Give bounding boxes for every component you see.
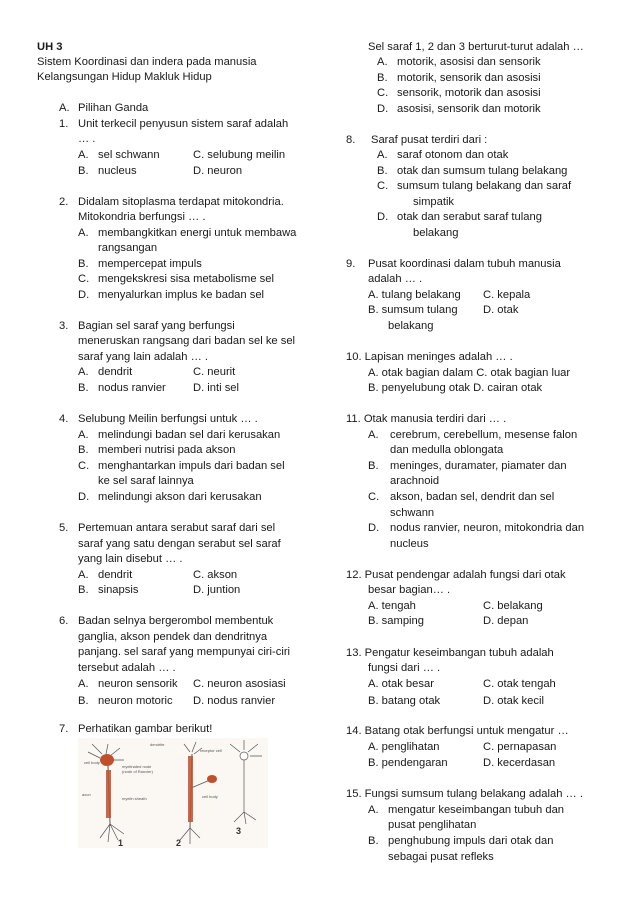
q4-number: 4. [59,413,69,425]
q11-option-c-letter[interactable]: C. [368,491,380,503]
q7-prompt: Sel saraf 1, 2 dan 3 berturut-turut adalah … [368,41,584,53]
q4-option-c-line-1[interactable]: menghantarkan impuls dari badan sel [98,460,285,472]
q7-option-c-letter[interactable]: C. [377,87,389,99]
q13-option-c[interactable]: C. otak tengah [483,678,556,690]
q2-option-a-line-2[interactable]: rangsangan [98,242,158,254]
q6-text-line-2: ganglia, akson pendek dan dendritnya [78,631,268,643]
q15-option-b-line-1[interactable]: penghubung impuls dari otak dan [388,835,554,847]
q8-option-b[interactable]: otak dan sumsum tulang belakang [397,165,568,177]
q5-option-b[interactable]: sinapsis [98,584,139,596]
q3-text-line-3: saraf yang lain adalah … . [78,351,208,363]
q4-option-d[interactable]: melindungi akson dari kerusakan [98,491,262,503]
q2-option-d-letter[interactable]: D. [78,289,90,301]
doc-subtitle-2: Kelangsungan Hidup Makluk Hidup [37,71,212,83]
q4-option-a[interactable]: melindungi badan sel dari kerusakan [98,429,281,441]
q8-number: 8. [346,134,356,146]
q13-text-line-1: 13. Pengatur keseimbangan tubuh adalah [346,647,554,659]
q11-option-a-letter[interactable]: A. [368,429,379,441]
q13-option-b[interactable]: B. batang otak [368,695,441,707]
tag-myelinated-node: myelinated node [122,764,152,769]
q8-option-d-letter[interactable]: D. [377,211,389,223]
q14-option-b[interactable]: B. pendengaran [368,757,448,769]
q9-option-c[interactable]: C. kepala [483,289,531,301]
q3-option-b-letter[interactable]: B. [78,382,89,394]
q7-text-line-1: Perhatikan gambar berikut! [78,723,213,735]
q6-text-line-3: panjang. sel saraf yang mempunyai ciri-ciri [78,646,291,658]
tag-cell-body-2: cell body [202,794,218,799]
q5-text-line-3: yang lain disebut … . [78,553,183,565]
q15-option-b-line-2[interactable]: sebagai pusat refleks [388,851,494,863]
q5-number: 5. [59,522,69,534]
q13-option-a[interactable]: A. otak besar [368,678,434,690]
q13-text-line-2: fungsi dari … . [368,662,441,674]
q11-option-d-line-1[interactable]: nodus ranvier, neuron, mitokondria dan [390,522,585,534]
q8-option-d-line-2[interactable]: belakang [413,227,459,239]
q2-option-c-letter[interactable]: C. [78,273,90,285]
q6-text-line-1: Badan selnya bergerombol membentuk [78,615,274,627]
q14-option-c[interactable]: C. pernapasan [483,741,557,753]
q10-text-line-1: 10. Lapisan meninges adalah … . [346,351,513,363]
q8-option-b-letter[interactable]: B. [377,165,388,177]
q6-option-b-letter[interactable]: B. [78,695,89,707]
q2-text-line-1: Didalam sitoplasma terdapat mitokondria. [78,196,284,208]
q12-option-c[interactable]: C. belakang [483,600,543,612]
q4-option-b-letter[interactable]: B. [78,444,89,456]
q6-option-c[interactable]: C. neuron asosiasi [193,678,286,690]
q15-option-a-letter[interactable]: A. [368,804,379,816]
tag-cell-body: cell body [84,760,100,765]
q2-option-d[interactable]: menyalurkan implus ke badan sel [98,289,265,301]
q3-option-c[interactable]: C. neurit [193,366,236,378]
q4-option-b[interactable]: memberi nutrisi pada akson [98,444,236,456]
q14-option-d[interactable]: D. kecerdasan [483,757,556,769]
q11-option-b-line-1[interactable]: meninges, duramater, piamater dan [390,460,567,472]
q5-text-line-1: Pertemuan antara serabut saraf dari sel [78,522,276,534]
q9-number: 9. [346,258,356,270]
q8-text-line-1: Saraf pusat terdiri dari : [371,134,488,146]
q1-number: 1. [59,118,69,130]
q11-text-line-1: 11. Otak manusia terdiri dari … . [346,413,507,425]
q11-option-a-line-1[interactable]: cerebrum, cerebellum, mesense falon [390,429,578,441]
q4-text-line-1: Selubung Meilin berfungsi untuk … . [78,413,258,425]
q7-number: 7. [59,723,69,735]
q9-option-b[interactable]: B. sumsum tulang [368,304,458,316]
q12-option-b[interactable]: B. samping [368,615,424,627]
q11-option-d-letter[interactable]: D. [368,522,380,534]
q8-option-a[interactable]: saraf otonom dan otak [397,149,509,161]
q1-option-d[interactable]: D. neuron [193,165,243,177]
q10-option-b-d[interactable]: B. penyelubung otak D. cairan otak [368,382,543,394]
q8-option-c-letter[interactable]: C. [377,180,389,192]
figure-label-3: 3 [236,826,242,836]
q5-option-a[interactable]: dendrit [98,569,133,581]
q8-option-c-line-2[interactable]: simpatik [413,196,455,208]
q7-option-c[interactable]: sensorik, motorik dan asosisi [397,87,541,99]
q14-option-a[interactable]: A. penglihatan [368,741,440,753]
q3-text-line-1: Bagian sel saraf yang berfungsi [78,320,235,332]
q9-option-a[interactable]: A. tulang belakang [368,289,461,301]
q9-text-line-2: adalah … . [368,273,423,285]
q2-option-b-letter[interactable]: B. [78,258,89,270]
q6-number: 6. [59,615,69,627]
q11-option-c-line-2[interactable]: schwann [390,507,435,519]
q15-option-a-line-1[interactable]: mengatur keseimbangan tubuh dan [388,804,565,816]
q8-option-c-line-1[interactable]: sumsum tulang belakang dan saraf [397,180,572,192]
q7-option-d[interactable]: asosisi, sensorik dan motorik [397,103,541,115]
q3-option-a[interactable]: dendrit [98,366,133,378]
neuron-2-myelin [188,756,193,822]
neuron-1-cell-body [100,754,114,766]
q5-option-b-letter[interactable]: B. [78,584,89,596]
q7-option-d-letter[interactable]: D. [377,103,389,115]
q5-option-d[interactable]: D. juntion [193,584,241,596]
doc-title: UH 3 [37,41,63,53]
figure-label-1: 1 [118,838,124,848]
q2-option-a-letter[interactable]: A. [78,227,89,239]
tag-myelin-sheath: myelin sheath [122,796,147,801]
q11-option-b-letter[interactable]: B. [368,460,379,472]
q9-option-b-line-2[interactable]: belakang [388,320,434,332]
q2-text-line-2: Mitokondria berfungsi … . [78,211,206,223]
tag-receptor-cell: receptor cell [200,748,222,753]
doc-subtitle-1: Sistem Koordinasi dan indera pada manusia [37,56,257,68]
q6-option-d[interactable]: D. nodus ranvier [193,695,276,707]
q11-option-d-line-2[interactable]: nucleus [390,538,429,550]
q3-option-b[interactable]: nodus ranvier [98,382,166,394]
q7-option-b-letter[interactable]: B. [377,72,388,84]
neuron-3-cell-body [240,752,248,760]
figure-label-2: 2 [176,838,182,848]
q14-text-line-1: 14. Batang otak berfungsi untuk mengatur … [346,725,569,737]
q2-number: 2. [59,196,69,208]
q9-option-d[interactable]: D. otak [483,304,519,316]
q2-option-c[interactable]: mengekskresi sisa metabolisme sel [98,273,274,285]
q15-option-b-letter[interactable]: B. [368,835,379,847]
q6-option-a-letter[interactable]: A. [78,678,89,690]
q3-number: 3. [59,320,69,332]
q11-option-a-line-2[interactable]: dan medulla oblongata [390,444,504,456]
q3-text-line-2: meneruskan rangsang dari badan sel ke sel [78,335,296,347]
q4-option-d-letter[interactable]: D. [78,491,90,503]
q8-option-d-line-1[interactable]: otak dan serabut saraf tulang [397,211,542,223]
q12-option-d[interactable]: D. depan [483,615,529,627]
q1-option-a-letter[interactable]: A. [78,149,89,161]
q12-text-line-1: 12. Pusat pendengar adalah fungsi dari otak [346,569,566,581]
neuron-figure [78,738,268,848]
tag-node-of-ranvier: (node of Ranvier) [122,769,153,774]
q15-text-line-1: 15. Fungsi sumsum tulang belakang adalah … . [346,788,583,800]
q8-option-a-letter[interactable]: A. [377,149,388,161]
tag-axon: axon [82,792,91,797]
q4-option-a-letter[interactable]: A. [78,429,89,441]
q7-option-b[interactable]: motorik, sensorik dan asosisi [397,72,541,84]
q3-option-d[interactable]: D. inti sel [193,382,240,394]
q2-option-a-line-1[interactable]: membangkitkan energi untuk membawa [98,227,297,239]
q12-option-a[interactable]: A. tengah [368,600,416,612]
neuron-2-cell-body [207,775,217,783]
q5-text-line-2: saraf yang satu dengan serabut sel saraf [78,538,281,550]
q12-text-line-2: besar bagian… . [368,584,451,596]
q1-option-b[interactable]: nucleus [98,165,137,177]
neuron-1-myelin [106,770,111,818]
q6-option-b[interactable]: neuron motoric [98,695,173,707]
q11-option-c-line-1[interactable]: akson, badan sel, dendrit dan sel [390,491,555,503]
q4-option-c-line-2[interactable]: ke sel saraf lainnya [98,475,194,487]
q10-option-a-c[interactable]: A. otak bagian dalam C. otak bagian luar [368,367,571,379]
q3-option-a-letter[interactable]: A. [78,366,89,378]
q6-option-a[interactable]: neuron sensorik [98,678,178,690]
q1-option-c[interactable]: C. selubung meilin [193,149,286,161]
q2-option-b[interactable]: mempercepat impuls [98,258,202,270]
q6-text-line-4: tersebut adalah … . [78,662,176,674]
q1-option-a[interactable]: sel schwann [98,149,160,161]
q1-text-line-2: … . [78,133,96,145]
section-label: Pilihan Ganda [78,102,149,114]
q7-option-a-letter[interactable]: A. [377,56,388,68]
section-letter: A. [59,102,70,114]
q4-option-c-letter[interactable]: C. [78,460,90,472]
q13-option-d[interactable]: D. otak kecil [483,695,544,707]
q1-text-line-1: Unit terkecil penyusun sistem saraf adalah [78,118,289,130]
q5-option-c[interactable]: C. akson [193,569,238,581]
q1-option-b-letter[interactable]: B. [78,165,89,177]
q5-option-a-letter[interactable]: A. [78,569,89,581]
tag-dendrite: dendrite [150,742,165,747]
q9-text-line-1: Pusat koordinasi dalam tubuh manusia [368,258,561,270]
q11-option-b-line-2[interactable]: arachnoid [390,475,440,487]
q7-option-a[interactable]: motorik, asosisi dan sensorik [397,56,541,68]
q15-option-a-line-2[interactable]: pusat penglihatan [388,819,477,831]
